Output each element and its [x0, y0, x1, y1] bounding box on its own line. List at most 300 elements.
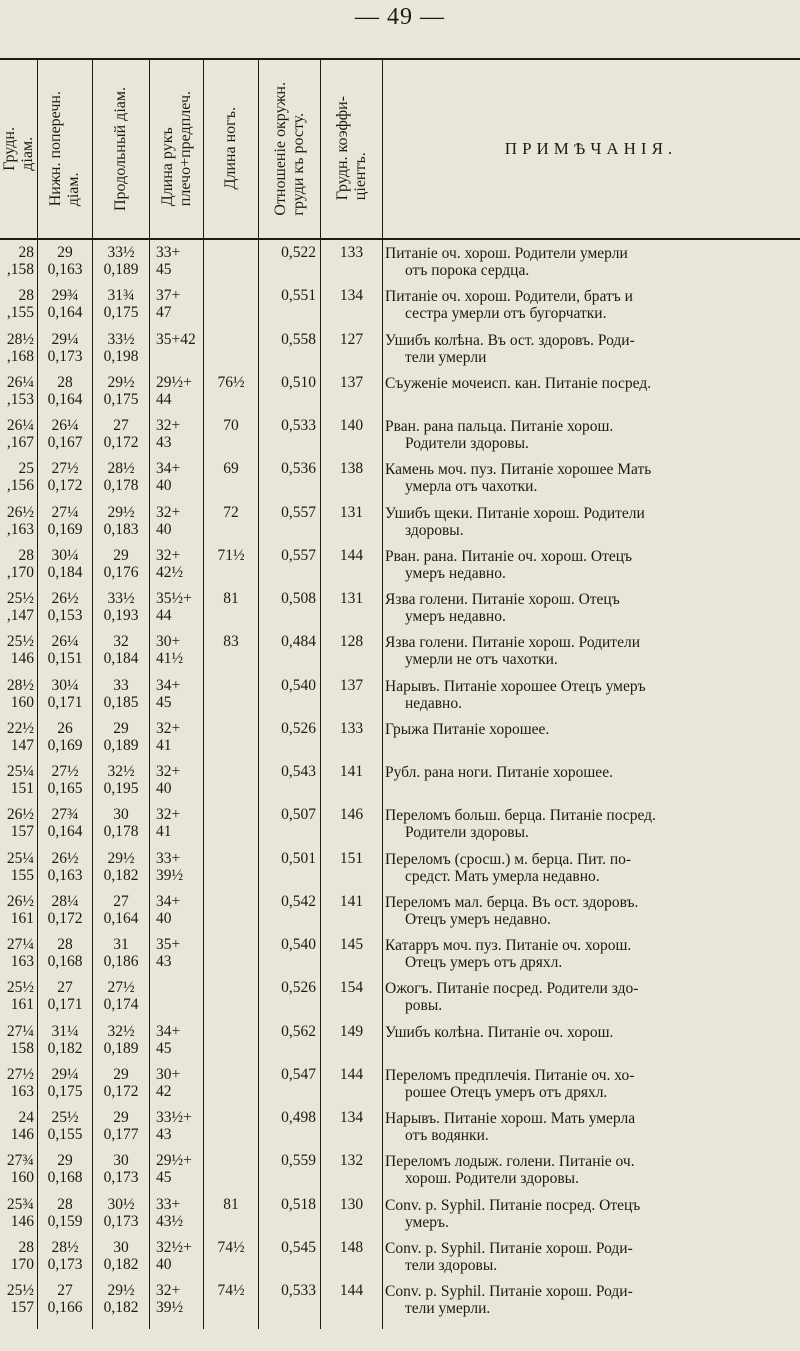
- note-line: отъ водянки.: [405, 1127, 489, 1144]
- cell-b1: 29: [57, 1152, 73, 1170]
- cell-a1: 26½: [6, 892, 34, 910]
- cell-c1: 33½: [107, 244, 135, 261]
- header-lower-transverse-diam-text: Нижн. поперечн. дiам.: [47, 90, 82, 207]
- cell-a1: 27¼: [6, 1022, 34, 1040]
- cell-b2: 0,163: [47, 866, 83, 884]
- cell-a1: 28: [18, 244, 34, 261]
- cell-d2: 44: [156, 607, 172, 624]
- note-line: отъ порока сердца.: [405, 262, 530, 279]
- cell-g: 130: [339, 1195, 364, 1213]
- cell-d2: 47: [156, 304, 172, 322]
- cell-a1: 28: [18, 1238, 34, 1256]
- cell-c2: 0,186: [103, 953, 139, 970]
- cell-b1: 26¼: [51, 417, 79, 434]
- cell-d2: 45: [156, 261, 172, 278]
- cell-d2: 40: [156, 1255, 172, 1273]
- cell-d1: 29½+: [156, 1152, 192, 1170]
- cell-b2: 0,182: [47, 1039, 83, 1057]
- cell-b2: 0,184: [47, 563, 83, 581]
- note-line: умеръ.: [405, 1213, 449, 1231]
- header-chest-diam-text: Грудн. дiам.: [0, 126, 36, 171]
- cell-b1: 29¾: [51, 287, 79, 305]
- note-cell: [385, 418, 797, 452]
- cell-a2: 170: [10, 1255, 34, 1273]
- cell-g: 144: [339, 1282, 364, 1299]
- cell-c1: 29: [113, 719, 129, 737]
- cell-c2: 0,178: [103, 477, 139, 495]
- cell-c1: 29½: [107, 503, 135, 521]
- cell-a1: 25½: [6, 979, 34, 997]
- cell-g: 127: [339, 330, 364, 348]
- cell-a2: 160: [10, 1169, 34, 1187]
- header-leg-length: [204, 59, 258, 238]
- cell-d1: 32+: [156, 546, 181, 564]
- note-line: Переломъ (сросш.) м. берца. Пит. по-: [385, 850, 632, 868]
- cell-c2: 0,184: [103, 650, 139, 668]
- note-cell: [385, 375, 797, 392]
- note-line: Conv. p. Syphil. Питанiе хорош. Роди-: [385, 1239, 633, 1257]
- cell-c1: 31: [113, 936, 129, 953]
- note-cell: [385, 1283, 797, 1317]
- note-cell: [385, 332, 797, 366]
- cell-c1: 31¾: [107, 287, 135, 305]
- cell-f: 0,547: [281, 1065, 316, 1083]
- cell-g: 134: [339, 287, 364, 305]
- cell-c1: 30: [113, 806, 129, 824]
- cell-b2: 0,168: [47, 1169, 83, 1187]
- cell-c2: 0,174: [103, 996, 139, 1014]
- note-cell: [385, 1024, 797, 1041]
- cell-b1: 29: [57, 244, 73, 261]
- cell-c1: 29½: [107, 1282, 135, 1299]
- cell-a2: ,155: [6, 304, 34, 322]
- cell-e: 72: [223, 503, 239, 521]
- cell-b2: 0,159: [47, 1212, 83, 1230]
- cell-a2: ,167: [6, 434, 34, 451]
- cell-a1: 25: [18, 460, 34, 478]
- note-line: Съуженiе мочеисп. кан. Питанiе посред.: [385, 374, 652, 392]
- cell-d2: 43: [156, 1126, 172, 1143]
- cell-f: 0,562: [281, 1022, 316, 1040]
- cell-g: 141: [339, 892, 364, 910]
- note-line: Грыжа Питанiе хорошее.: [385, 720, 550, 738]
- cell-g: 133: [339, 719, 364, 737]
- note-line: Камень моч. пуз. Питанiе хорошее Мать: [385, 461, 652, 479]
- cell-d2: 45: [156, 1169, 172, 1187]
- cell-d2: 43: [156, 434, 172, 451]
- cell-a1: 27½: [6, 1065, 34, 1083]
- cell-b1: 28: [57, 373, 73, 391]
- note-line: Переломъ предплечiя. Питанiе оч. хо-: [385, 1066, 635, 1084]
- cell-d1: 33½+: [156, 1109, 192, 1126]
- note-line: здоровы.: [405, 521, 464, 539]
- cell-a2: 160: [10, 693, 34, 711]
- cell-d2: 39½: [156, 866, 184, 884]
- cell-d1: 32+: [156, 806, 181, 824]
- cell-g: 137: [339, 373, 364, 391]
- note-line: хорош. Родители здоровы.: [405, 1170, 579, 1188]
- cell-g: 133: [339, 244, 364, 261]
- cell-c2: 0,182: [103, 1299, 139, 1316]
- cell-d2: 42: [156, 1082, 172, 1100]
- cell-d1: 34+: [156, 1022, 181, 1040]
- cell-a1: 28: [18, 287, 34, 305]
- cell-f: 0,510: [281, 373, 316, 391]
- note-cell: [385, 894, 797, 928]
- header-notes: ПРИМѢЧАНIЯ.: [504, 138, 678, 158]
- cell-b2: 0,171: [47, 996, 83, 1014]
- cell-d2: 40: [156, 909, 172, 927]
- note-line: недавно.: [405, 694, 462, 712]
- cell-a2: ,147: [6, 607, 34, 624]
- cell-b2: 0,173: [47, 1255, 83, 1273]
- cell-a1: 28½: [6, 330, 34, 348]
- cell-f: 0,557: [281, 546, 316, 564]
- cell-f: 0,533: [281, 1282, 316, 1299]
- cell-f: 0,551: [281, 287, 316, 305]
- note-line: ровы.: [405, 997, 443, 1015]
- note-line: средст. Мать умерла недавно.: [405, 867, 600, 885]
- cell-a2: ,156: [6, 477, 34, 495]
- cell-c1: 27: [113, 892, 129, 910]
- cell-g: 138: [339, 460, 364, 478]
- cell-c1: 29: [113, 1065, 129, 1083]
- cell-f: 0,542: [281, 892, 316, 910]
- cell-b2: 0,153: [47, 607, 83, 624]
- note-cell: [385, 1197, 797, 1231]
- note-cell: [385, 548, 797, 582]
- cell-c2: 0,185: [103, 693, 139, 711]
- cell-b1: 26½: [51, 590, 79, 607]
- cell-a2: 147: [10, 736, 34, 754]
- note-line: сестра умерли отъ бугорчатки.: [405, 305, 607, 323]
- note-line: Питанiе оч. хорош. Родители умерли: [385, 245, 628, 262]
- cell-a1: 22½: [6, 719, 34, 737]
- cell-c2: 0,177: [103, 1126, 139, 1143]
- cell-b2: 0,165: [47, 780, 83, 797]
- note-line: Ожогъ. Питанiе посред. Родители здо-: [385, 980, 639, 998]
- note-line: Отецъ умеръ недавно.: [405, 910, 551, 928]
- cell-e: 74½: [217, 1282, 245, 1299]
- note-line: Нарывъ. Питанiе хорошее Отецъ умеръ: [385, 677, 646, 695]
- cell-b2: 0,155: [47, 1126, 83, 1143]
- cell-a2: 155: [10, 866, 34, 884]
- cell-c2: 0,189: [103, 1039, 139, 1057]
- note-cell: [385, 807, 797, 841]
- note-cell: [385, 591, 797, 625]
- cell-b2: 0,175: [47, 1082, 83, 1100]
- cell-a1: 28: [18, 546, 34, 564]
- cell-a1: 25½: [6, 1282, 34, 1299]
- cell-b1: 27½: [51, 763, 79, 780]
- cell-a2: 146: [10, 1212, 34, 1230]
- header-arm-length-text: Длина рукъ плечо+предплеч.: [158, 90, 194, 207]
- cell-a1: 25½: [6, 590, 34, 607]
- cell-d2: 43½: [156, 1212, 184, 1230]
- cell-b1: 27¾: [51, 806, 79, 824]
- note-cell: [385, 1240, 797, 1274]
- cell-a1: 28½: [6, 676, 34, 694]
- cell-a1: 26¼: [6, 417, 34, 434]
- cell-b1: 28: [57, 1195, 73, 1213]
- header-longitudinal-diam-text: Продольный дiам.: [112, 86, 129, 211]
- cell-b2: 0,172: [47, 477, 83, 495]
- header-chest-coefficient-text: Грудн. коэффи- цiентъ.: [333, 96, 369, 201]
- cell-c2: 0,173: [103, 1169, 139, 1187]
- cell-g: 144: [339, 546, 364, 564]
- cell-g: 131: [339, 503, 364, 521]
- note-line: Переломъ лодыж. голени. Питанiе оч.: [385, 1153, 635, 1171]
- cell-d2: 40: [156, 477, 172, 495]
- header-bottom-rule: [0, 238, 800, 240]
- note-cell: [385, 937, 797, 971]
- note-line: Ушибъ колѣна. Питанiе оч. хорош.: [385, 1023, 614, 1041]
- note-cell: [385, 721, 797, 738]
- cell-e: 76½: [217, 373, 245, 391]
- note-line: Ушибъ колѣна. Въ ост. здоровъ. Роди-: [385, 331, 635, 349]
- cell-a2: 157: [10, 1299, 34, 1316]
- cell-e: 70: [223, 417, 239, 434]
- note-cell: [385, 851, 797, 885]
- cell-b1: 30¼: [51, 546, 79, 564]
- cell-b1: 26: [57, 719, 73, 737]
- note-cell: [385, 980, 797, 1014]
- cell-c2: 0,175: [103, 304, 139, 322]
- cell-f: 0,518: [281, 1195, 316, 1213]
- cell-a1: 25¼: [6, 763, 34, 780]
- note-cell: [385, 505, 797, 539]
- header-chest-to-height-ratio: [259, 59, 320, 238]
- note-line: Рван. рана. Питанiе оч. хорош. Отецъ: [385, 547, 633, 565]
- cell-d1: 32+: [156, 763, 181, 780]
- cell-b1: 28: [57, 936, 73, 953]
- cell-c2: 0,183: [103, 520, 139, 538]
- cell-a1: 25¼: [6, 849, 34, 867]
- cell-b1: 27: [57, 979, 73, 997]
- cell-c2: 0,182: [103, 866, 139, 884]
- cell-d1: 37+: [156, 287, 181, 305]
- cell-b2: 0,169: [47, 736, 83, 754]
- cell-d1: 30+: [156, 633, 181, 651]
- cell-f: 0,508: [281, 590, 316, 607]
- cell-f: 0,533: [281, 417, 316, 434]
- note-line: Conv. p. Syphil. Питанiе хорош. Роди-: [385, 1283, 633, 1300]
- cell-c2: 0,178: [103, 823, 139, 841]
- cell-g: 144: [339, 1065, 364, 1083]
- cell-d1: 35+42: [156, 330, 196, 348]
- cell-c1: 30: [113, 1152, 129, 1170]
- header-longitudinal-diam: [93, 59, 149, 238]
- note-cell: [385, 764, 797, 781]
- cell-c1: 33½: [107, 330, 135, 348]
- cell-g: 134: [339, 1109, 364, 1126]
- note-line: тели здоровы.: [405, 1256, 498, 1274]
- cell-d2: 41½: [156, 650, 184, 668]
- cell-e: 74½: [217, 1238, 245, 1256]
- cell-c1: 29: [113, 1109, 129, 1126]
- cell-b2: 0,168: [47, 953, 83, 970]
- note-line: Ушибъ щеки. Питанiе хорош. Родители: [385, 504, 645, 522]
- cell-d1: 32+: [156, 719, 181, 737]
- cell-g: 140: [339, 417, 364, 434]
- cell-d2: 45: [156, 1039, 172, 1057]
- cell-f: 0,501: [281, 849, 316, 867]
- cell-a1: 26¼: [6, 373, 34, 391]
- note-line: Рван. рана пальца. Питанiе хорош.: [385, 418, 614, 435]
- cell-b2: 0,173: [47, 347, 83, 365]
- cell-b2: 0,172: [47, 909, 83, 927]
- note-line: Родители здоровы.: [405, 435, 529, 452]
- cell-b1: 26½: [51, 849, 79, 867]
- cell-b1: 26¼: [51, 633, 79, 651]
- cell-d1: 33+: [156, 849, 181, 867]
- cell-e: 83: [223, 633, 239, 651]
- header-chest-to-height-ratio-text: Отношенiе окружн. груди къ росту.: [271, 81, 307, 216]
- cell-a2: 151: [10, 780, 34, 797]
- cell-f: 0,507: [281, 806, 316, 824]
- note-cell: [385, 678, 797, 712]
- cell-c2: 0,189: [103, 736, 139, 754]
- cell-d2: 40: [156, 780, 172, 797]
- cell-d1: 33+: [156, 244, 181, 261]
- cell-d1: 30+: [156, 1065, 181, 1083]
- cell-b1: 30¼: [51, 676, 79, 694]
- cell-a2: 146: [10, 1126, 34, 1143]
- cell-b1: 29¼: [51, 330, 79, 348]
- note-line: рошее Отецъ умеръ отъ дряхл.: [405, 1083, 608, 1101]
- note-line: Переломъ мал. берца. Въ ост. здоровъ.: [385, 893, 639, 911]
- note-line: Язва голени. Питанiе хорош. Родители: [385, 634, 640, 652]
- cell-d1: 35+: [156, 936, 181, 953]
- cell-c1: 29½: [107, 373, 135, 391]
- cell-d1: 34+: [156, 892, 181, 910]
- cell-b2: 0,166: [47, 1299, 83, 1316]
- cell-e: 81: [223, 1195, 239, 1213]
- cell-g: 148: [339, 1238, 364, 1256]
- cell-b1: 29¼: [51, 1065, 79, 1083]
- note-line: тели умерли: [405, 348, 487, 366]
- note-line: Отецъ умеръ отъ дряхл.: [405, 954, 563, 971]
- cell-g: 128: [339, 633, 364, 651]
- cell-e: 81: [223, 590, 239, 607]
- cell-b1: 25½: [51, 1109, 79, 1126]
- cell-b1: 28¼: [51, 892, 79, 910]
- cell-d2: 39½: [156, 1299, 184, 1316]
- cell-b2: 0,164: [47, 823, 83, 841]
- cell-a1: 25½: [6, 633, 34, 651]
- cell-c2: 0,189: [103, 261, 139, 278]
- cell-f: 0,522: [281, 244, 316, 261]
- cell-b2: 0,163: [47, 261, 83, 278]
- cell-d2: 44: [156, 390, 172, 408]
- cell-c2: 0,164: [103, 909, 139, 927]
- cell-b1: 31¼: [51, 1022, 79, 1040]
- note-line: умеръ недавно.: [405, 564, 506, 582]
- cell-a1: 24: [18, 1109, 34, 1126]
- cell-c2: 0,176: [103, 563, 139, 581]
- cell-f: 0,558: [281, 330, 316, 348]
- cell-b2: 0,169: [47, 520, 83, 538]
- note-cell: [385, 1153, 797, 1187]
- cell-g: 154: [339, 979, 364, 997]
- cell-c2: 0,198: [103, 347, 139, 365]
- cell-a2: 161: [10, 909, 34, 927]
- note-line: Переломъ больш. берца. Питанiе посред.: [385, 807, 656, 825]
- cell-b2: 0,151: [47, 650, 83, 668]
- cell-d2: 41: [156, 823, 172, 841]
- cell-b2: 0,164: [47, 304, 83, 322]
- note-line: Родители здоровы.: [405, 824, 529, 842]
- cell-b1: 28½: [51, 1238, 79, 1256]
- cell-d2: 42½: [156, 563, 184, 581]
- cell-c2: 0,173: [103, 1212, 139, 1230]
- cell-g: 141: [339, 763, 364, 780]
- cell-d1: 34+: [156, 676, 181, 694]
- cell-c2: 0,195: [103, 780, 139, 797]
- cell-d1: 33+: [156, 1195, 181, 1213]
- cell-c1: 29½: [107, 849, 135, 867]
- cell-b1: 27¼: [51, 503, 79, 521]
- header-leg-length-text: Длина ногъ.: [222, 107, 239, 190]
- note-line: Conv. p. Syphil. Питанiе посред. Отецъ: [385, 1196, 641, 1214]
- cell-f: 0,559: [281, 1152, 316, 1170]
- cell-a1: 26½: [6, 806, 34, 824]
- note-line: Нарывъ. Питанiе хорош. Мать умерла: [385, 1110, 636, 1127]
- cell-b1: 27½: [51, 460, 79, 478]
- cell-a2: ,158: [6, 261, 34, 278]
- cell-d2: 43: [156, 953, 172, 970]
- cell-g: 145: [339, 936, 364, 953]
- cell-d1: 32½+: [156, 1238, 192, 1256]
- cell-a2: 146: [10, 650, 34, 668]
- cell-a2: ,170: [6, 563, 34, 581]
- cell-c2: 0,175: [103, 390, 139, 408]
- cell-c1: 32: [113, 633, 129, 651]
- cell-d1: 32+: [156, 503, 181, 521]
- note-cell: [385, 245, 797, 279]
- header-lower-transverse-diam: [38, 59, 92, 238]
- note-cell: [385, 461, 797, 495]
- cell-a2: ,163: [6, 520, 34, 538]
- cell-c1: 29: [113, 546, 129, 564]
- cell-g: 151: [339, 849, 364, 867]
- cell-c1: 27½: [107, 979, 135, 997]
- cell-b2: 0,167: [47, 434, 83, 451]
- cell-d2: 40: [156, 520, 172, 538]
- cell-b1: 27: [57, 1282, 73, 1299]
- header-arm-length: [150, 59, 203, 238]
- cell-a2: ,168: [6, 347, 34, 365]
- page-number: — 49 —: [355, 4, 445, 30]
- cell-f: 0,536: [281, 460, 316, 478]
- note-line: умерли не отъ чахотки.: [405, 651, 558, 669]
- note-line: Катарръ моч. пуз. Питанiе оч. хорош.: [385, 937, 632, 954]
- cell-a1: 27¾: [6, 1152, 34, 1170]
- cell-b2: 0,164: [47, 390, 83, 408]
- cell-g: 131: [339, 590, 364, 607]
- cell-a2: 157: [10, 823, 34, 841]
- cell-c2: 0,172: [103, 1082, 139, 1100]
- cell-a1: 25¾: [6, 1195, 34, 1213]
- cell-a2: 163: [10, 1082, 34, 1100]
- header-chest-coefficient: [321, 59, 382, 238]
- note-cell: [385, 634, 797, 668]
- cell-d1: 32+: [156, 417, 181, 434]
- cell-d1: 32+: [156, 1282, 181, 1299]
- note-line: тели умерли.: [405, 1300, 491, 1317]
- table-row: [0, 1282, 800, 1332]
- cell-a1: 27¼: [6, 936, 34, 953]
